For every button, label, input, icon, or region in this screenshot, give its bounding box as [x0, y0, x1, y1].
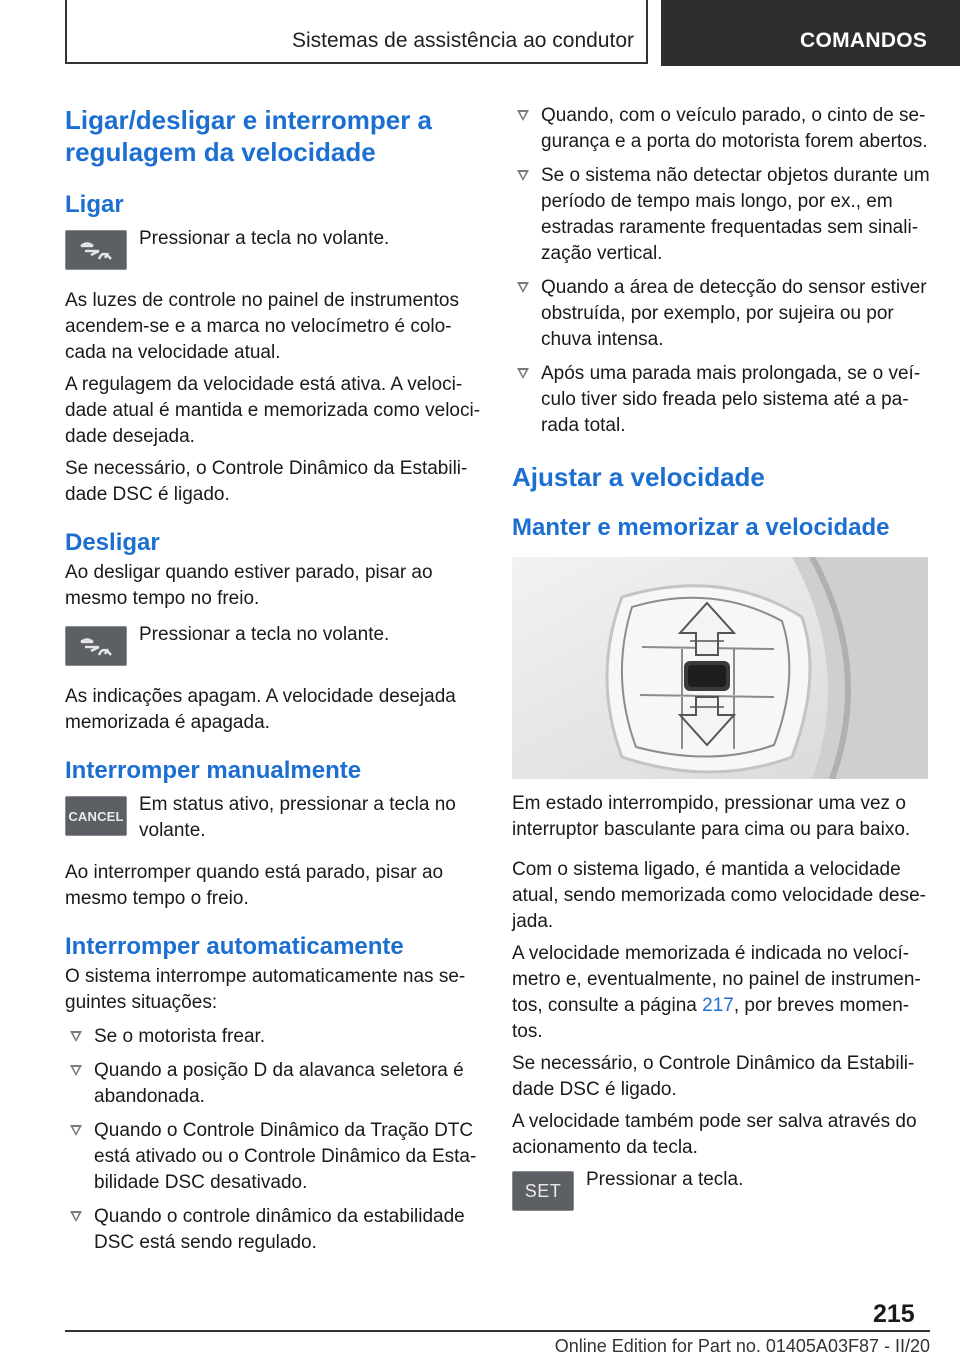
ajustar-paragraph-4: Se necessário, o Controle Dinâmico da Estabili-dade DSC é ligado. [512, 1053, 915, 1100]
triangle-bullet-icon [517, 282, 529, 293]
triangle-bullet-icon [70, 1125, 82, 1136]
list-item: Quando o Controle Dinâmico da Tração DTC está ativado ou o Controle Dinâmico da Esta-bilidade DSC desativado. [65, 1118, 483, 1196]
section-heading-ligar-desligar: Ligar/desligar e interromper a regulagem da velocidade [65, 105, 433, 167]
ligar-paragraph-3: Se necessário, o Controle Dinâmico da Estabili-dade DSC é ligado. [65, 458, 468, 505]
list-item: Quando a área de detecção do sensor estiver obstruída, por exemplo, por sujeira ou por chuva intensa. [512, 275, 930, 353]
list-item: Após uma parada mais prolongada, se o veí-culo tiver sido freada pelo sistema até a pa-rada total. [512, 361, 930, 439]
ligar-instruction [65, 226, 483, 270]
auto-paragraph-1: O sistema interrompe automaticamente nas se-guintes situações: [65, 966, 466, 1013]
right-column [512, 100, 930, 1211]
heading-interromper-automaticamente: Interromper automaticamente [65, 933, 404, 960]
list-item: Quando, com o veículo parado, o cinto de se-gurança e a porta do motorista forem abertos. [512, 103, 930, 155]
left-column [65, 100, 483, 1256]
triangle-bullet-icon [517, 368, 529, 379]
section-title: Sistemas de assistência ao condutor [291, 29, 634, 52]
ajustar-paragraph-3: A velocidade memorizada é indicada no velocí-metro e, eventualmente, no painel de instrumen-tos, consulte a página 217, por breves momen-tos. [512, 943, 921, 1042]
set-key-label: SET [524, 1180, 562, 1201]
manual-icon-text: Em status ativo, pressionar a tecla no volante. [139, 794, 456, 841]
footer-divider [65, 1330, 930, 1332]
triangle-bullet-icon [70, 1211, 82, 1222]
heading-ligar: Ligar [65, 191, 124, 218]
running-header-section [65, 0, 648, 64]
steering-wheel-buttons-illustration [512, 557, 928, 779]
ajustar-paragraph-2: Com o sistema ligado, é mantida a velocidade atual, sendo memorizada como velocidade dese-jada. [512, 859, 927, 932]
running-header-chapter [661, 0, 960, 66]
steering-wheel-switch-photo [512, 557, 928, 779]
desligar-paragraph-1: Ao desligar quando estiver parado, pisar ao mesmo tempo no freio. [65, 562, 433, 609]
list-item: Quando o controle dinâmico da estabilidade DSC está sendo regulado. [65, 1204, 483, 1256]
cruise-control-symbol-icon [77, 237, 115, 263]
set-instruction [512, 1167, 930, 1211]
desligar-instruction [65, 622, 483, 666]
chapter-title: COMANDOS [800, 29, 928, 52]
triangle-bullet-icon [517, 170, 529, 181]
heading-interromper-manualmente: Interromper manualmente [65, 757, 362, 784]
ligar-paragraph-1: As luzes de controle no painel de instrumentos acendem-se e a marca no velocímetro é colo-cada na velocidade atual. [65, 290, 459, 363]
desligar-icon-text: Pressionar a tecla no volante. [139, 624, 390, 645]
page-reference-link[interactable]: 217 [702, 995, 734, 1016]
desligar-paragraph-2: As indicações apagam. A velocidade desejada memorizada é apagada. [65, 686, 456, 733]
ligar-paragraph-2: A regulagem da velocidade está ativa. A veloci-dade atual é mantida e memorizada como veloci-dade desejada. [65, 374, 481, 447]
set-key-icon [512, 1171, 574, 1211]
list-item: Quando a posição D da alavanca seletora é abandonada. [65, 1058, 483, 1110]
manual-instruction [65, 792, 483, 844]
cruise-control-symbol-icon [77, 633, 115, 659]
triangle-bullet-icon [70, 1031, 82, 1042]
triangle-bullet-icon [70, 1065, 82, 1076]
list-item: Se o sistema não detectar objetos durante um período de tempo mais longo, por ex., em estradas raramente frequentadas sem sinali-zação vertical. [512, 163, 930, 267]
heading-desligar: Desligar [65, 529, 160, 556]
cruise-control-key-icon [65, 230, 127, 270]
cruise-control-key-icon [65, 626, 127, 666]
cancel-key-label: CANCEL [68, 808, 124, 824]
section-heading-ajustar-velocidade: Ajustar a velocidade [512, 462, 765, 492]
set-icon-text: Pressionar a tecla. [586, 1169, 744, 1190]
auto-conditions-list-continued [512, 103, 930, 439]
ligar-icon-text: Pressionar a tecla no volante. [139, 228, 390, 249]
triangle-bullet-icon [517, 110, 529, 121]
footer-edition: Online Edition for Part no. 01405A03F87 - II/20 [554, 1336, 930, 1356]
page-number: 215 [873, 1300, 915, 1328]
auto-conditions-list [65, 1024, 483, 1256]
cancel-key-icon [65, 796, 127, 836]
ajustar-paragraph-1: Em estado interrompido, pressionar uma vez o interruptor basculante para cima ou para baixo. [512, 793, 911, 840]
list-item: Se o motorista frear. [65, 1024, 483, 1050]
heading-manter-memorizar: Manter e memorizar a velocidade [512, 514, 890, 541]
ajustar-paragraph-5: A velocidade também pode ser salva através do acionamento da tecla. [512, 1111, 917, 1158]
manual-paragraph-1: Ao interromper quando está parado, pisar ao mesmo tempo o freio. [65, 862, 444, 909]
